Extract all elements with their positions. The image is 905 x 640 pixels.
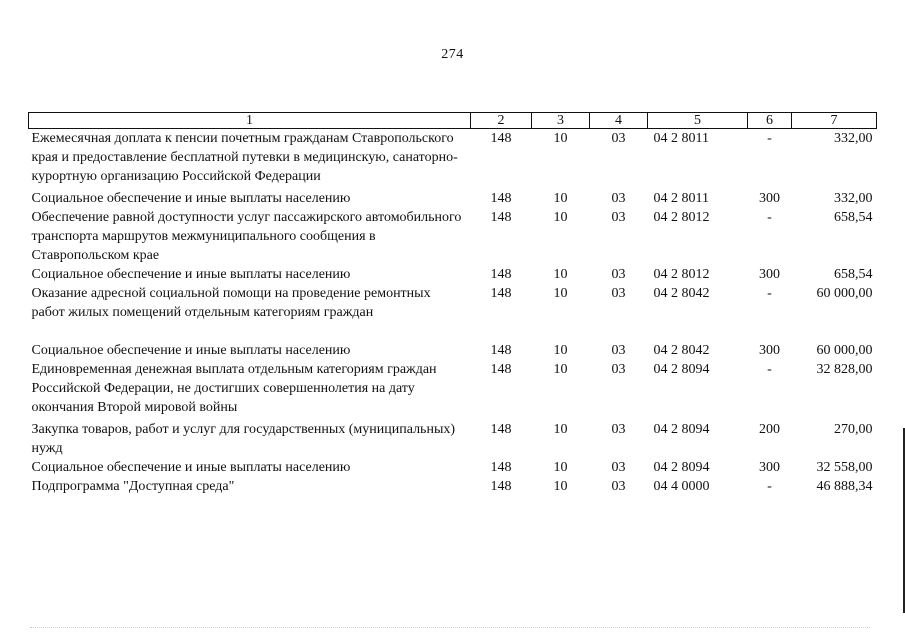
row-subsection: 03 — [611, 422, 626, 437]
row-subsection: 03 — [611, 460, 626, 475]
row-target-article: 04 2 8094 — [653, 422, 710, 437]
table-row — [29, 341, 877, 360]
row-expense-type: 300 — [759, 191, 780, 206]
budget-table — [28, 112, 877, 496]
row-section: 10 — [553, 362, 568, 377]
column-header: 1 — [29, 113, 471, 129]
column-header: 3 — [532, 113, 590, 129]
table-row — [29, 360, 877, 420]
row-expense-type: 300 — [759, 460, 780, 475]
row-expense-type: 300 — [759, 343, 780, 358]
table-row — [29, 284, 877, 341]
scan-noise-line — [30, 627, 870, 629]
row-subsection: 03 — [611, 210, 626, 225]
row-section: 10 — [553, 286, 568, 301]
row-section: 10 — [553, 210, 568, 225]
row-expense-type: - — [767, 210, 772, 225]
table-row — [29, 129, 877, 190]
row-description: Единовременная денежная выплата отдельным категориям граждан Российской Федерации, не достигших совершеннолетия на дату окончания Второй мировой войны — [31, 362, 437, 415]
row-subsection: 03 — [611, 479, 626, 494]
row-expense-type: - — [767, 131, 772, 146]
row-subsection: 03 — [611, 267, 626, 282]
row-description: Социальное обеспечение и иные выплаты населению — [31, 460, 351, 475]
row-amount: 658,54 — [834, 210, 873, 225]
row-admin-code: 148 — [490, 131, 512, 146]
row-amount: 270,00 — [834, 422, 873, 437]
row-subsection: 03 — [611, 191, 626, 206]
row-description: Оказание адресной социальной помощи на проведение ремонтных работ жилых помещений отдельным категориям граждан — [31, 286, 431, 320]
row-section: 10 — [553, 191, 568, 206]
row-subsection: 03 — [611, 131, 626, 146]
row-description: Обеспечение равной доступности услуг пассажирского автомобильного транспорта маршрутов межмуниципального сообщения в Ставропольском крае — [31, 210, 462, 263]
column-header: 7 — [792, 113, 877, 129]
row-expense-type: - — [767, 479, 772, 494]
table-row — [29, 420, 877, 458]
row-description: Социальное обеспечение и иные выплаты населению — [31, 191, 351, 206]
row-description: Ежемесячная доплата к пенсии почетным гражданам Ставропольского края и предоставление бесплатной путевки в медицинскую, санаторно-курортную организацию Российской Федерации — [31, 131, 458, 184]
row-amount: 60 000,00 — [816, 343, 873, 358]
row-expense-type: 300 — [759, 267, 780, 282]
row-admin-code: 148 — [490, 422, 512, 437]
row-target-article: 04 2 8094 — [653, 362, 710, 377]
row-section: 10 — [553, 479, 568, 494]
row-amount: 332,00 — [834, 131, 873, 146]
row-target-article: 04 2 8012 — [653, 267, 710, 282]
row-description: Социальное обеспечение и иные выплаты населению — [31, 267, 351, 282]
row-target-article: 04 2 8042 — [653, 343, 710, 358]
row-admin-code: 148 — [490, 343, 512, 358]
row-target-article: 04 2 8094 — [653, 460, 710, 475]
row-section: 10 — [553, 422, 568, 437]
row-admin-code: 148 — [490, 479, 512, 494]
row-admin-code: 148 — [490, 460, 512, 475]
row-amount: 32 828,00 — [816, 362, 873, 377]
row-amount: 60 000,00 — [816, 286, 873, 301]
row-section: 10 — [553, 343, 568, 358]
row-subsection: 03 — [611, 286, 626, 301]
table-row — [29, 265, 877, 284]
column-header: 2 — [471, 113, 532, 129]
table-row — [29, 189, 877, 208]
row-description: Закупка товаров, работ и услуг для государственных (муниципальных) нужд — [31, 422, 456, 456]
page-number: 274 — [441, 47, 464, 62]
row-amount: 46 888,34 — [816, 479, 873, 494]
column-header: 5 — [648, 113, 748, 129]
row-section: 10 — [553, 460, 568, 475]
table-row — [29, 477, 877, 496]
row-section: 10 — [553, 131, 568, 146]
table-row — [29, 458, 877, 477]
row-amount: 658,54 — [834, 267, 873, 282]
row-admin-code: 148 — [490, 191, 512, 206]
row-expense-type: - — [767, 286, 772, 301]
row-target-article: 04 4 0000 — [653, 479, 710, 494]
row-subsection: 03 — [611, 343, 626, 358]
table-header-row — [29, 113, 877, 129]
row-description: Подпрограмма "Доступная среда" — [31, 479, 235, 494]
row-amount: 332,00 — [834, 191, 873, 206]
row-admin-code: 148 — [490, 362, 512, 377]
row-description: Социальное обеспечение и иные выплаты населению — [31, 343, 351, 358]
table-row — [29, 208, 877, 265]
row-amount: 32 558,00 — [816, 460, 873, 475]
row-expense-type: - — [767, 362, 772, 377]
row-target-article: 04 2 8011 — [653, 131, 709, 146]
row-admin-code: 148 — [490, 286, 512, 301]
row-target-article: 04 2 8011 — [653, 191, 709, 206]
column-header: 6 — [748, 113, 792, 129]
row-admin-code: 148 — [490, 267, 512, 282]
row-admin-code: 148 — [490, 210, 512, 225]
row-subsection: 03 — [611, 362, 626, 377]
row-expense-type: 200 — [759, 422, 780, 437]
row-target-article: 04 2 8042 — [653, 286, 710, 301]
row-target-article: 04 2 8012 — [653, 210, 710, 225]
row-section: 10 — [553, 267, 568, 282]
column-header: 4 — [590, 113, 648, 129]
